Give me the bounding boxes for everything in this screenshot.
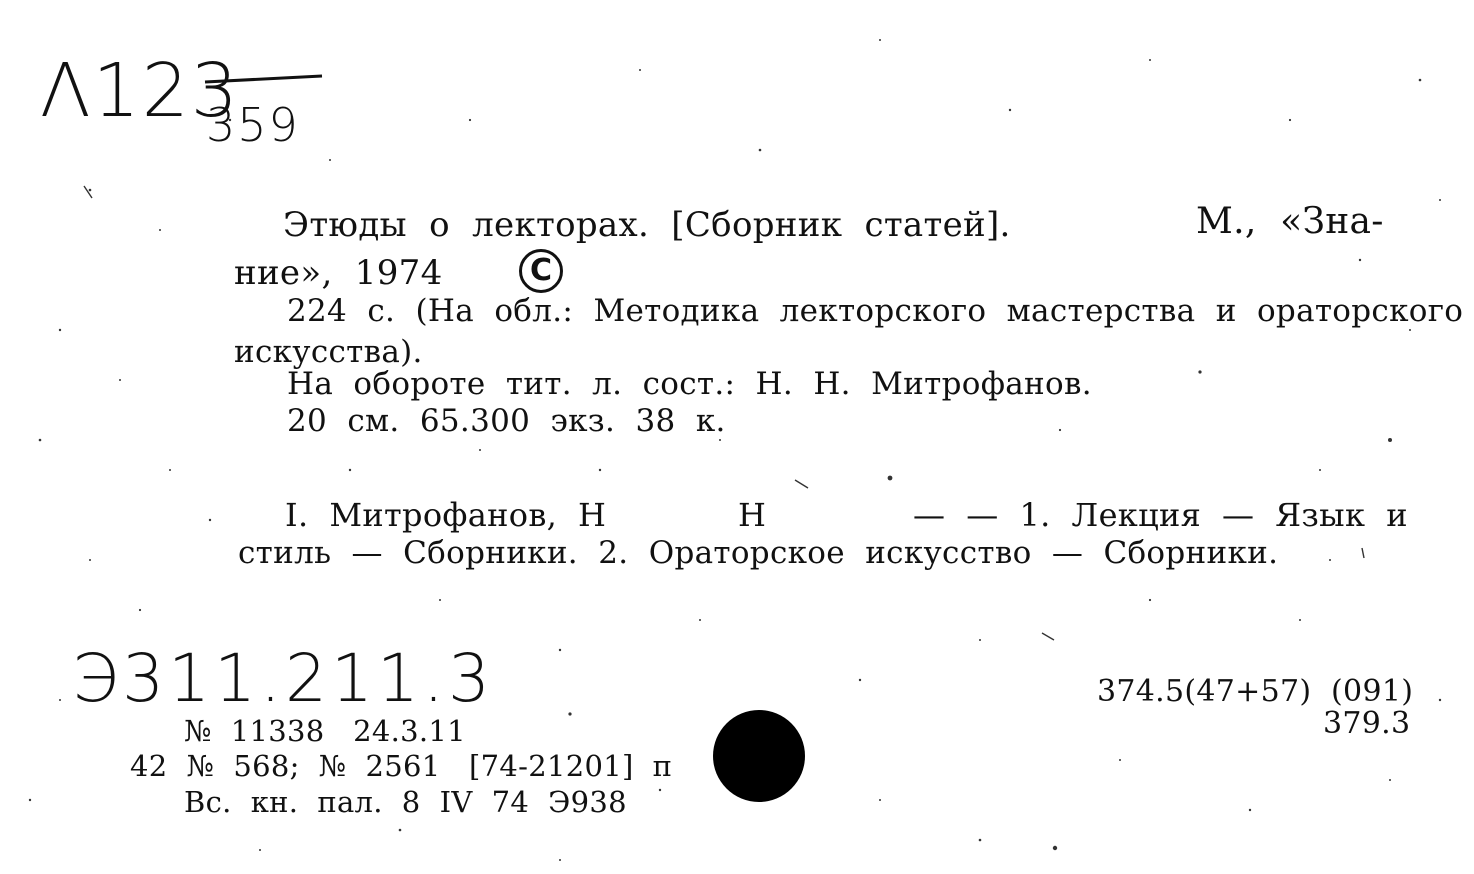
record-number-line-1: № 11338 24.3.11 [184,714,466,748]
record-number-line-3: Вс. кн. пал. 8 IV 74 Э938 [184,785,627,819]
tracing-subjects-start: — — 1. Лекция — Язык и [913,496,1408,534]
copyright-icon: C [519,249,563,293]
tracing-initial: Н [738,496,767,534]
pagination-note-line-2: искусства). [234,334,423,370]
tracing-subjects-end: стиль — Сборники. 2. Ораторское искусство — Сборники. [238,535,1279,571]
pagination-note-line-1: 224 с. (На обл.: Методика лекторского мастерства и ораторского [287,293,1464,329]
udc-code-line-2: 379.3 [1323,706,1411,741]
card-punch-hole [713,710,805,802]
format-note: 20 см. 65.300 экз. 38 к. [287,403,726,439]
udc-code-line-1: 374.5(47+57) (091) [1097,674,1414,709]
tracing-author: I. Митрофанов, Н [285,496,607,534]
title-line-1: Этюды о лекторах. [Сборник статей]. [283,205,1011,245]
publisher-start: М., «Зна- [1196,201,1384,242]
classification-handwritten: Э311.211.3 [72,640,494,717]
shelfmark-handwritten: Λ123 [40,48,240,134]
compiler-note: На обороте тит. л. сост.: Н. Н. Митрофанов. [287,366,1092,402]
title-line-2: ние», 1974 [234,253,443,293]
record-number-line-2: 42 № 568; № 2561 [74-21201] п [130,749,673,783]
shelfmark-subscript: 359 [206,98,300,152]
